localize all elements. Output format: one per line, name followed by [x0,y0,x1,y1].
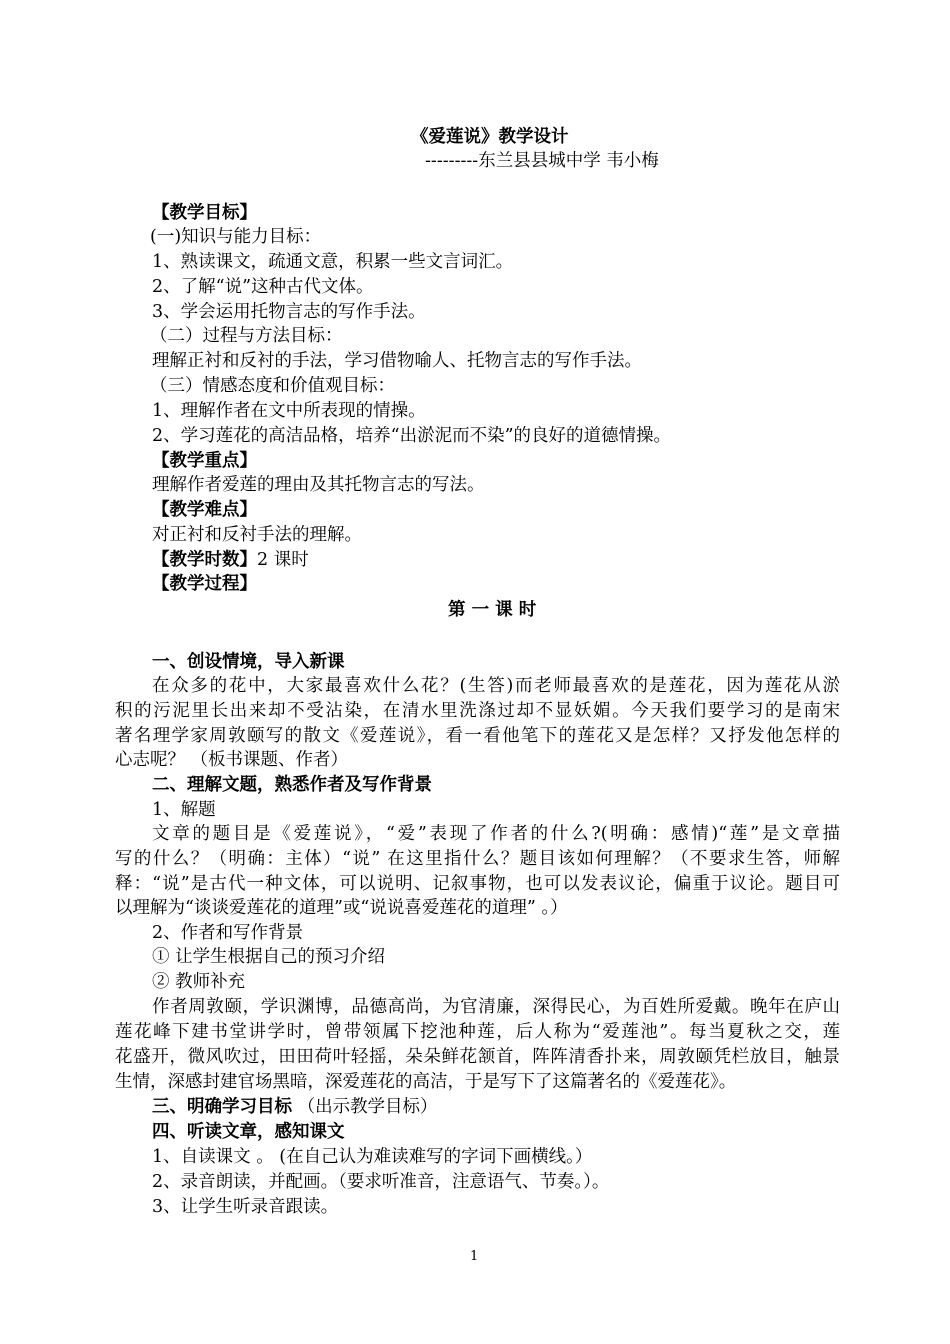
section-1-line: 积的污泥里长出来却不受沾染，在清水里洗涤过却不显妖媚。今天我们要学习的是南宋 [115,701,840,721]
hours-heading: 【教学时数】 [152,550,257,570]
section-1-line: 在众多的花中，大家最喜欢什么花？(生答)而老师最喜欢的是莲花，因为莲花从淤 [152,676,840,696]
goals-heading: 【教学目标】 [152,203,257,223]
hours-value: 2 课时 [257,550,309,570]
goals-line: (一)知识与能力目标： [150,227,322,247]
goals-line: 2、学习莲花的高洁品格，培养“出淤泥而不染”的良好的道德情操。 [152,426,672,446]
section-2-sub-1: 1、解题 [152,800,216,820]
keypoint-text: 理解作者爱莲的理由及其托物言志的写法。 [152,475,485,495]
goals-line: 理解正衬和反衬的手法，学习借物喻人、托物言志的写作手法。 [152,351,642,371]
goals-line: 1、理解作者在文中所表现的情操。 [152,401,426,421]
section-4-heading: 四、听读文章，感知课文 [152,1122,345,1142]
section-3-line [152,1095,438,1119]
process-heading: 【教学过程】 [152,574,257,594]
section-2-para-1-line: 释：“说”是古代一种文体，可以说明、记叙事物，也可以发表议论，偏重于议论。题目可 [115,874,840,894]
author-line: ---------东兰县县城中学 韦小梅 [425,151,659,171]
goals-line: （三）情感态度和价值观目标： [150,376,395,396]
section-4-line: 2、录音朗读，并配画。（要求听准音，注意语气、节奏。）。 [152,1172,610,1192]
section-2-para-1-line: 写的什么？（明确：主体）“说” 在这里指什么？题目该如何理解？（不要求生答，师解 [115,849,840,869]
section-2-para-2-line: 作者周敦颐，学识渊博，品德高尚，为官清廉，深得民心，为百姓所爱戴。晚年在庐山 [152,997,840,1017]
section-2-sub-2: 2、作者和写作背景 [152,923,304,943]
difficulty-text: 对正衬和反衬手法的理解。 [152,525,362,545]
section-1-heading: 一、创设情境，导入新课 [152,652,345,672]
document-title: 《爱莲说》教学设计 [411,127,569,147]
section-4-line: 3、让学生听录音跟读。 [152,1197,339,1217]
section-1-line: 著名理学家周敦颐写的散文《爱莲说》，看一看他笔下的莲花又是怎样？又抒发他怎样的 [115,726,840,746]
section-2-para-2-line: 生情，深感封建官场黑暗，深爱莲花的高洁，于是写下了这篇著名的《爱莲花》。 [115,1072,737,1092]
goals-line: 3、学会运用托物言志的写作手法。 [152,302,426,322]
lesson-title: 第 一 课 时 [448,600,537,620]
section-1-line: 心志呢？ （板书课题、作者） [115,750,349,770]
section-2-item-2: ② 教师补充 [152,972,246,992]
section-2-item-1: ① 让学生根据自己的预习介绍 [152,947,386,967]
page-number: 1 [470,1249,479,1264]
section-2-para-2-line: 花盛开，微风吹过，田田荷叶轻摇，朵朵鲜花颔首，阵阵清香扑来，周敦颐凭栏放目，触景 [115,1047,840,1067]
keypoint-heading: 【教学重点】 [152,451,257,471]
section-2-para-1-line: 以理解为“谈谈爱莲花的道理”或“说说喜爱莲花的道理” 。） [115,898,568,918]
goals-line: 2、了解“说”这种古代文体。 [152,277,374,297]
section-3-note: （出示教学目标） [292,1097,438,1117]
goals-line: 1、熟读课文，疏通文意，积累一些文言词汇。 [152,252,514,272]
section-2-heading: 二、理解文题，熟悉作者及写作背景 [152,775,432,795]
section-2-para-2-line: 莲花峰下建书堂讲学时，曾带领属下挖池种莲，后人称为“爱莲池”。每当夏秋之交，莲 [115,1022,840,1042]
difficulty-heading: 【教学难点】 [152,500,257,520]
section-2-para-1-line: 文章的题目是《爱莲说》，“爱”表现了作者的什么?(明确：感情)“莲”是文章描 [152,824,840,844]
hours-line [152,548,309,572]
section-4-line: 1、自读课文 。 (在自己认为难读难写的字词下画横线。） [152,1147,593,1167]
goals-line: （二）过程与方法目标： [150,326,343,346]
section-3-heading: 三、明确学习目标 [152,1097,292,1117]
